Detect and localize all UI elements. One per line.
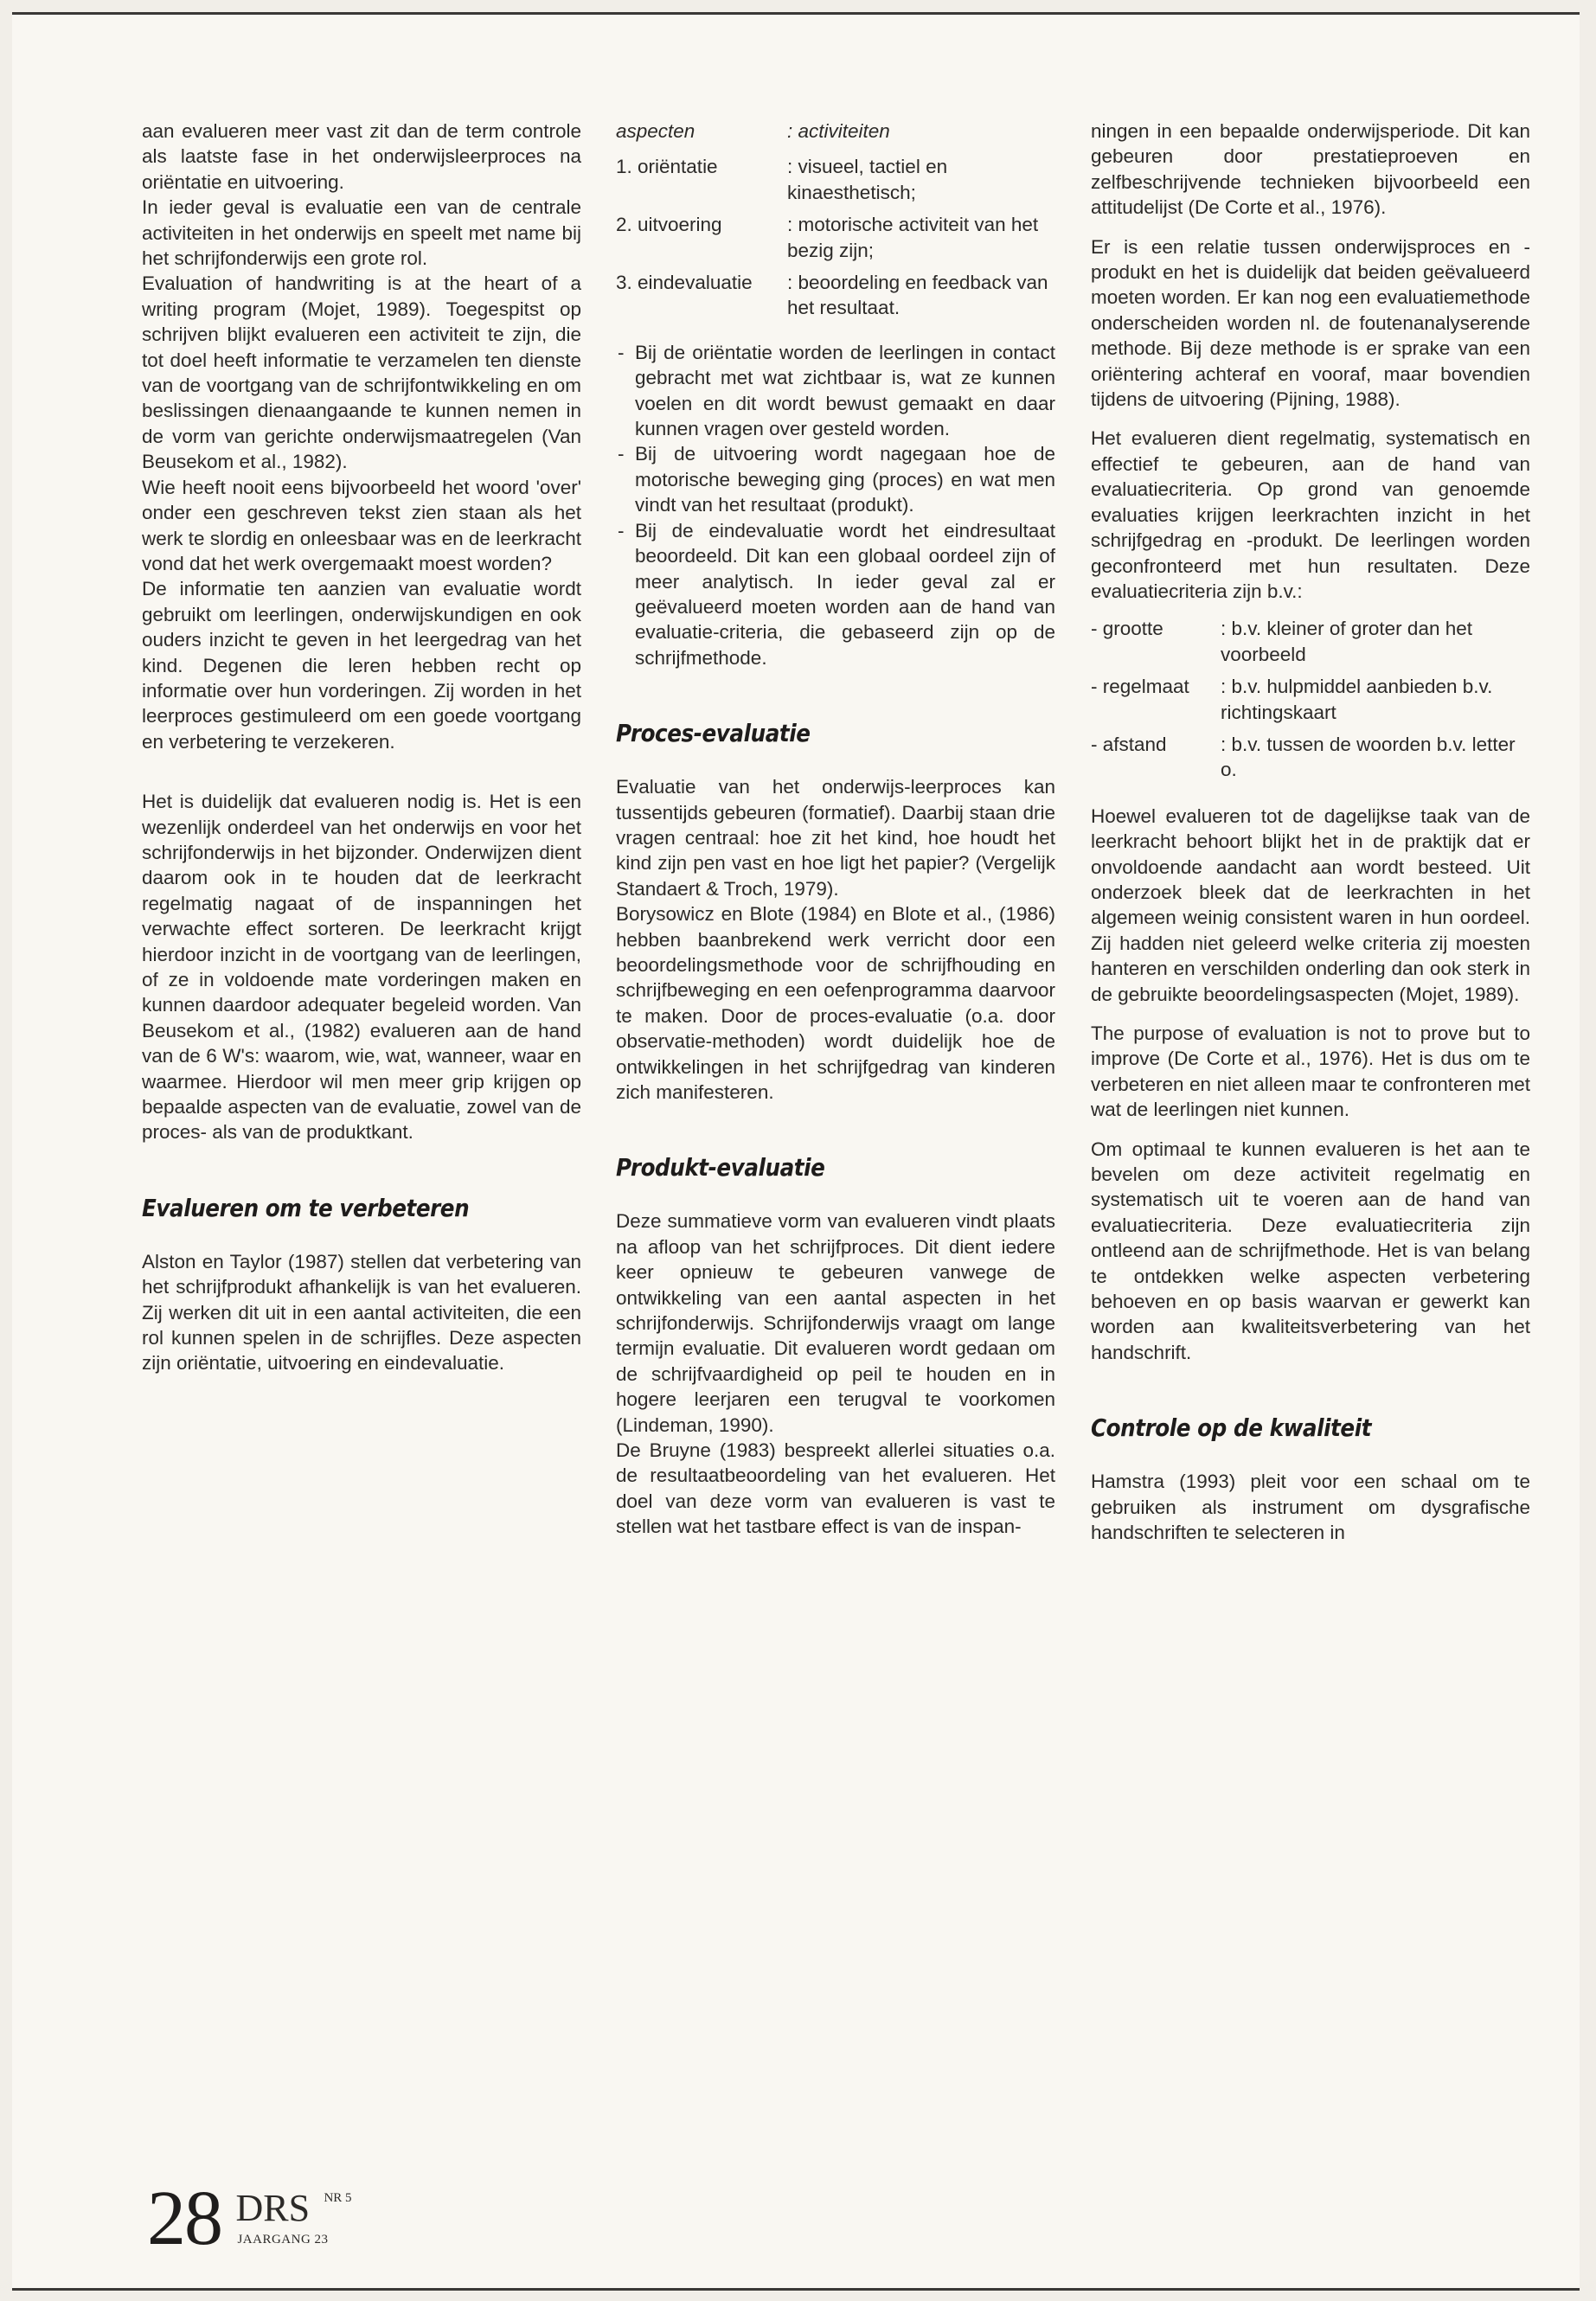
table-row: [1091, 616, 1530, 674]
section-heading-controle: Controle op de kwaliteit: [1091, 1413, 1372, 1443]
paragraph: aan evalueren meer vast zit dan de term controle als laatste fase in het onderwijsleerproces na oriëntatie en uitvoering.: [142, 120, 581, 193]
table-cell: : b.v. hulpmiddel aanbieden b.v. richtingskaart: [1221, 676, 1493, 723]
activities-list: [616, 340, 1055, 670]
paragraph: Evaluatie van het onderwijs-leerproces kan tussentijds gebeuren (formatief). Daarbij staan drie vragen centraal: hoe zit het kind, hoe houdt het kind zijn pen vast en hoe ligt het papier? (Vergelijk Standaert & Troch, 1979).: [616, 776, 1055, 900]
table-row: [1091, 674, 1530, 732]
list-item: - Bij de oriëntatie worden de leerlingen in contact gebracht met wat zichtbaar is, wat ze kunnen voelen en dit wordt bewust gemaakt en daar kunnen vragen over gesteld worden.: [616, 340, 1055, 442]
table-cell: - grootte: [1091, 618, 1163, 640]
section-heading-evalueren: Evalueren om te verbeteren: [142, 1193, 470, 1222]
table-cell: : visueel, tactiel en kinaesthetisch;: [787, 156, 948, 203]
volume-label: JAARGANG 23: [237, 2233, 329, 2247]
table-header-cell: aspecten: [616, 120, 695, 142]
paragraph: Het is duidelijk dat evalueren nodig is. Het is een wezenlijk onderdeel van het onderwijs en voor het schrijfonderwijs in het bijzonder. Onderwijzen dient daarom ook in te houden dat de leerkracht regelmatig nagaat of de inspanningen het verwachte effect sorteren. De leerkracht krijgt hierdoor inzicht in de voortgang van de leerlingen, of ze in voldoende mate vorderingen maken en kunnen daardoor adequater begeleid worden. Van Beusekom et al., (1982) evalueren aan de hand van de 6 W's: waarom, wie, wat, wanneer, waar en waarmee. Hierdoor wil men meer grip krijgen op bepaalde aspecten van de evaluatie, zowel van de proces- als van de produktkant.: [142, 791, 581, 1144]
magazine-title: DRS: [235, 2187, 311, 2229]
column-3: [1091, 119, 1530, 1546]
table-cell: 2. uitvoering: [616, 214, 722, 236]
paragraph: Alston en Taylor (1987) stellen dat verbetering van het schrijfprodukt afhankelijk is van het evalueren. Zij werken dit uit in een aantal activiteiten, die een rol kunnen spelen in de schrijfles. Deze aspecten zijn oriëntatie, uitvoering en eindevaluatie.: [142, 1250, 581, 1375]
table-cell: : b.v. kleiner of groter dan het voorbeeld: [1221, 618, 1472, 665]
paragraph: The purpose of evaluation is not to prove but to improve (De Corte et al., 1976). Het is dus om te verbeteren en niet alleen maar te confronteren met wat de leerlingen niet kunnen.: [1091, 1022, 1530, 1121]
column-1: [142, 119, 581, 1376]
table-cell: 3. eindevaluatie: [616, 272, 753, 294]
table-cell: : b.v. tussen de woorden b.v. letter o.: [1221, 733, 1516, 781]
page-number: 28: [147, 2176, 221, 2261]
paragraph: Borysowicz en Blote (1984) en Blote et al., (1986) hebben baanbrekend werk verricht door een beoordelingsmethode voor de schrijfhouding en schrijfbeweging en een oefenprogramma daarvoor te maken. Door de proces-evaluatie (o.a. door observatie-methoden) wordt duidelijk hoe de ontwikkelingen in het schrijfgedrag van kinderen zich manifesteren.: [616, 903, 1055, 1103]
section-heading-produkt: Produkt-evaluatie: [616, 1153, 825, 1183]
table-cell: : motorische activiteit van het bezig zijn;: [787, 214, 1039, 261]
paragraph: De informatie ten aanzien van evaluatie wordt gebruikt om leerlingen, onderwijskundigen en ook ouders inzicht te geven in het leergedrag van het kind. Degenen die leren hebben recht op informatie over hun vorderingen. Zij worden in het leerproces gestimuleerd om een goede voortgang en verbetering te verzekeren.: [142, 578, 581, 753]
paragraph: Hoewel evalueren tot de dagelijkse taak van de leerkracht behoort blijkt het in de praktijk dat er onvoldoende aandacht aan wordt besteed. Uit onderzoek bleek dat de leerkrachten in het algemeen weinig consistent waren in hun oordeel. Zij hadden niet geleerd welke criteria zij moesten hanteren en verschilden onderling dan ook sterk in de gebruikte beoordelingsaspecten (Mojet, 1989).: [1091, 804, 1530, 1005]
paragraph: Wie heeft nooit eens bijvoorbeeld het woord 'over' onder een geschreven tekst zien staan als het werk te slordig en onleesbaar was en de leerkracht vond dat het werk overgemaakt moest worden?: [142, 476, 581, 574]
paragraph: ningen in een bepaalde onderwijsperiode. Dit kan gebeuren door prestatieproeven en zelfbeschrijvende technieken bijvoorbeeld een attitudelijst (De Corte et al., 1976).: [1091, 120, 1530, 219]
list-item: - Bij de uitvoering wordt nagegaan hoe de motorische beweging ging (proces) en wat men vindt van het resultaat (produkt).: [616, 441, 1055, 517]
table-header-row: [616, 119, 1055, 154]
aspects-table: [616, 119, 1055, 328]
section-heading-proces: Proces-evaluatie: [616, 719, 811, 748]
table-cell: 1. oriëntatie: [616, 156, 718, 178]
list-item: - Bij de eindevaluatie wordt het eindresultaat beoordeeld. Dit kan een globaal oordeel zijn of meer analytisch. In ieder geval zal er geëvalueerd moeten worden aan de hand van evaluatie-criteria, die gebaseerd zijn op de schrijfmethode.: [616, 518, 1055, 670]
paragraph: Hamstra (1993) pleit voor een schaal om te gebruiken als instrument om dysgrafische handschriften te selecteren in: [1091, 1471, 1530, 1544]
table-row: [1091, 732, 1530, 790]
table-cell: - regelmaat: [1091, 676, 1189, 698]
paragraph: De Bruyne (1983) bespreekt allerlei situaties o.a. de resultaatbeoordeling van het evalueren. Het doel van deze vorm van evalueren is vast te stellen wat het tastbare effect is van de inspan-: [616, 1439, 1055, 1538]
table-cell: - afstand: [1091, 733, 1167, 755]
paragraph: In ieder geval is evaluatie een van de centrale activiteiten in het onderwijs en speelt met name bij het schrijfonderwijs een grote rol.: [142, 196, 581, 270]
paragraph: Er is een relatie tussen onderwijsproces en -produkt en het is duidelijk dat beiden geëvalueerd moeten worden. Er kan nog een evaluatiemethode onderscheiden worden nl. de foutenanalyserende methode. Bij deze methode is er sprake van een oriëntering achteraf en vooraf, maar bovendien tijdens de uitvoering (Pijning, 1988).: [1091, 235, 1530, 411]
magazine-page: [12, 12, 1580, 2291]
column-2: [616, 119, 1055, 1540]
table-row: [616, 212, 1055, 270]
issue-number: NR 5: [324, 2191, 352, 2205]
magazine-logo: [235, 2184, 391, 2253]
table-header-cell: : activiteiten: [787, 120, 890, 142]
criteria-table: [1091, 616, 1530, 789]
paragraph: Om optimaal te kunnen evalueren is het aan te bevelen om deze activiteit regelmatig en systematisch uit te voeren aan de hand van evaluatiecriteria. Deze evaluatiecriteria zijn ontleend aan de schrijfmethode. Het is van belang te ontdekken welke aspecten verbetering behoeven en op basis waarvan er gewerkt kan worden aan kwaliteitsverbetering van het handschrift.: [1091, 1138, 1530, 1363]
paragraph: Deze summatieve vorm van evalueren vindt plaats na afloop van het schrijfproces. Dit dient iedere keer opnieuw te gebeuren vanwege de ontwikkeling van een aantal aspecten in het schrijfonderwijs. Schrijfonderwijs vraagt om lange termijn evaluatie. Dit evalueren wordt gedaan om de schrijfvaardigheid op peil te houden en in hogere leerjaren een terugval te voorkomen (Lindeman, 1990).: [616, 1210, 1055, 1436]
paragraph: Het evalueren dient regelmatig, systematisch en effectief te gebeuren, aan de hand van evaluatiecriteria. Op grond van genoemde evaluaties krijgen leerkrachten inzicht in het schrijfgedrag en -produkt. De leerlingen worden geconfronteerd met hun resultaten. Deze evaluatiecriteria zijn b.v.:: [1091, 427, 1530, 602]
table-row: [616, 270, 1055, 328]
table-cell: : beoordeling en feedback van het resultaat.: [787, 272, 1048, 319]
paragraph: Evaluation of handwriting is at the heart of a writing program (Mojet, 1989). Toegespitst op schrijven blijkt evalueren een activiteit te zijn, die tot doel heeft informatie te verzamelen ten dienste van de voortgang van de schrijfontwikkeling en om beslissingen dienaangaande te kunnen nemen in de vorm van gerichte onderwijsmaatregelen (Van Beusekom et al., 1982).: [142, 272, 581, 473]
table-row: [616, 154, 1055, 212]
page-footer: [147, 2176, 391, 2261]
